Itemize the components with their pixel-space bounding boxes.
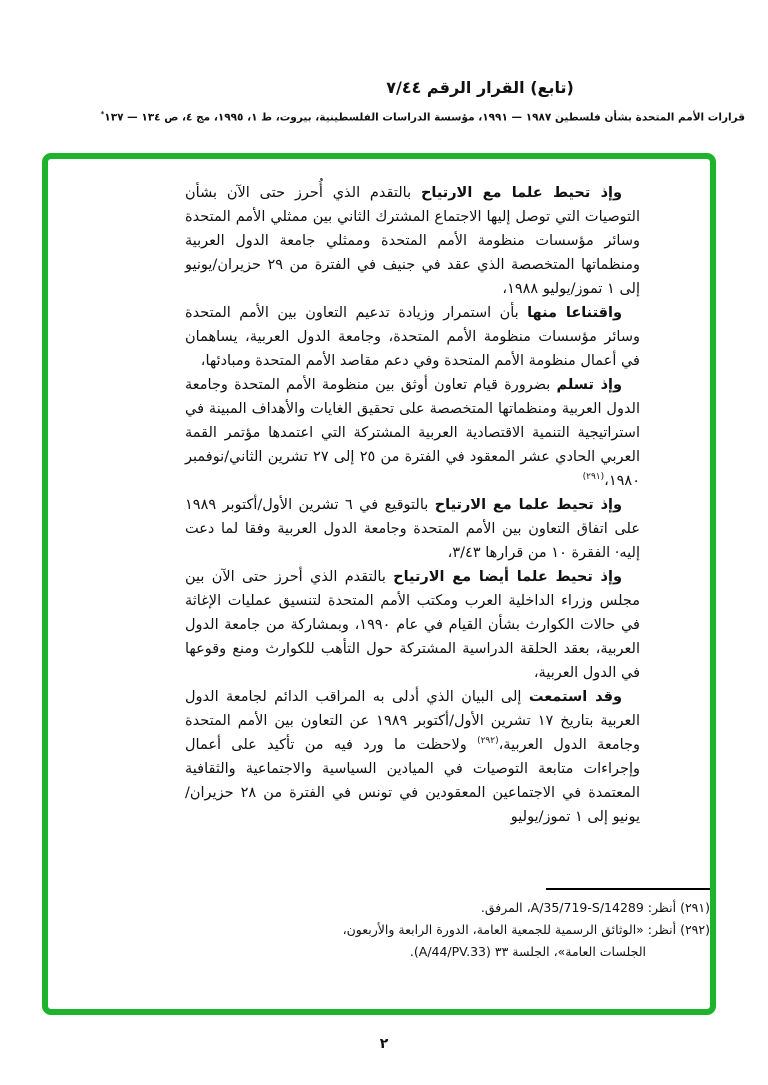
paragraph-3-note-ref: (٢٩١) — [582, 472, 605, 483]
resolution-text — [185, 181, 640, 829]
paragraph-6-lead: وقد استمعت — [528, 689, 622, 705]
footnote-292-line2: الجلسات العامة»، الجلسة ٣٣ (A/44/PV.33). — [409, 944, 646, 959]
paragraph-2-body: بأن استمرار وزيادة تدعيم التعاون بين الأمم المتحدة وسائر مؤسسات منظومة الأمم المتحدة، وجامعة الدول العربية، يساهمان في أعمال منظومة الأمم المتحدة وفي دعم مقاصد الأمم المتحدة ومبادئها، — [185, 305, 640, 369]
paragraph-3-body: بضرورة قيام تعاون أوثق بين منظومة الأمم المتحدة وجامعة الدول العربية ومنظماتها المتخصصة على تحقيق الغايات والأهداف المبينة في استراتيجية التنمية الاقتصادية العربية المشتركة التي اعتمدها مؤتمر القمة العربي الحادي عشر المعقود في الفترة من ٢٥ إلى ٢٧ تشرين الثاني/نوفمبر ١٩٨٠، — [185, 377, 640, 489]
paragraph-1-lead: وإذ تحيط علما مع الارتياح — [420, 185, 623, 201]
paragraph-4-body: بالتوقيع في ٦ تشرين الأول/أكتوبر ١٩٨٩ على اتفاق التعاون بين الأمم المتحدة وجامعة الدول العربية وفقا لما دعت إليه· الفقرة ١٠ من قرارها ٣/٤٣، — [185, 497, 640, 561]
paragraph-5-lead: وإذ تحيط علما أيضا مع الارتياح — [393, 569, 622, 585]
paragraph-3 — [185, 373, 640, 493]
paragraph-6 — [185, 685, 640, 829]
paragraph-4 — [185, 493, 640, 565]
paragraph-5-body: بالتقدم الذي أحرز حتى الآن بين مجلس وزراء الداخلية العرب ومكتب الأمم المتحدة لتنسيق عمليات الإغاثة في حالات الكوارث بشأن القيام في عام ١٩٩٠، وبمشاركة من جامعة الدول العربية، بعقد الحلقة الدراسية المشتركة حول التأهب للكوارث ومنع وقوعها في الدول العربية، — [185, 569, 640, 681]
paragraph-4-lead: وإذ تحيط علما مع الارتياح — [434, 497, 623, 513]
footnotes — [150, 897, 710, 963]
paragraph-5 — [185, 565, 640, 685]
paragraph-1-body: بالتقدم الذي أُحرز حتى الآن بشأن التوصيات التي توصل إليها الاجتماع المشترك الثاني بين ممثلي الأمم المتحدة وسائر مؤسسات منظومة الأمم المتحدة وممثلي جامعة الدول العربية ومنظماتها المتخصصة الذي عقد في جنيف في الفترة من ٢٩ حزيران/يونيو إلى ١ تموز/يوليو ١٩٨٨، — [185, 185, 640, 297]
footnote-divider — [546, 888, 710, 890]
source-note-mark: * — [100, 110, 105, 118]
page-title: (تابع) القرار الرقم ٧/٤٤ — [386, 78, 574, 97]
paragraph-3-lead: وإذ تسلم — [556, 377, 622, 393]
footnote-292-line1: (٢٩٢) أنظر: «الوثائق الرسمية للجمعية العامة، الدورة الرابعة والأربعون، — [342, 922, 710, 937]
paragraph-6-note-ref: (٢٩٢) — [477, 736, 499, 747]
paragraph-1 — [185, 181, 640, 301]
source-citation — [101, 110, 745, 124]
footnote-291: (٢٩١) أنظر: A/35/719-S/14289، المرفق. — [480, 900, 710, 915]
paragraph-6-body: إلى البيان الذي أدلى به المراقب الدائم لجامعة الدول العربية بتاريخ ١٧ تشرين الأول/أكتوبر ١٩٨٩ عن التعاون بين الأمم المتحدة وجامعة الدول العربية، — [185, 689, 640, 753]
paragraph-2 — [185, 301, 640, 373]
page-number: ٢ — [379, 1036, 389, 1052]
source-citation-text: قرارات الأمم المتحدة بشأن فلسطين ١٩٨٧ — ١٩٩١، مؤسسة الدراسات الفلسطينية، بيروت، ط ١، ١٩٩٥، مج ٤، ص ١٣٤ — ١٣٧ — [104, 111, 745, 124]
paragraph-2-lead: واقتناعا منها — [527, 305, 622, 321]
paragraph-6-tail: ولاحظت ما ورد فيه من تأكيد على أعمال وإجراءات متابعة التوصيات في الميادين السياسية والاجتماعية والثقافية المعتمدة في الاجتماعين المعقودين في تونس في الفترة من ٢٨ حزيران/يونيو إلى ١ تموز/يوليو — [185, 737, 640, 825]
